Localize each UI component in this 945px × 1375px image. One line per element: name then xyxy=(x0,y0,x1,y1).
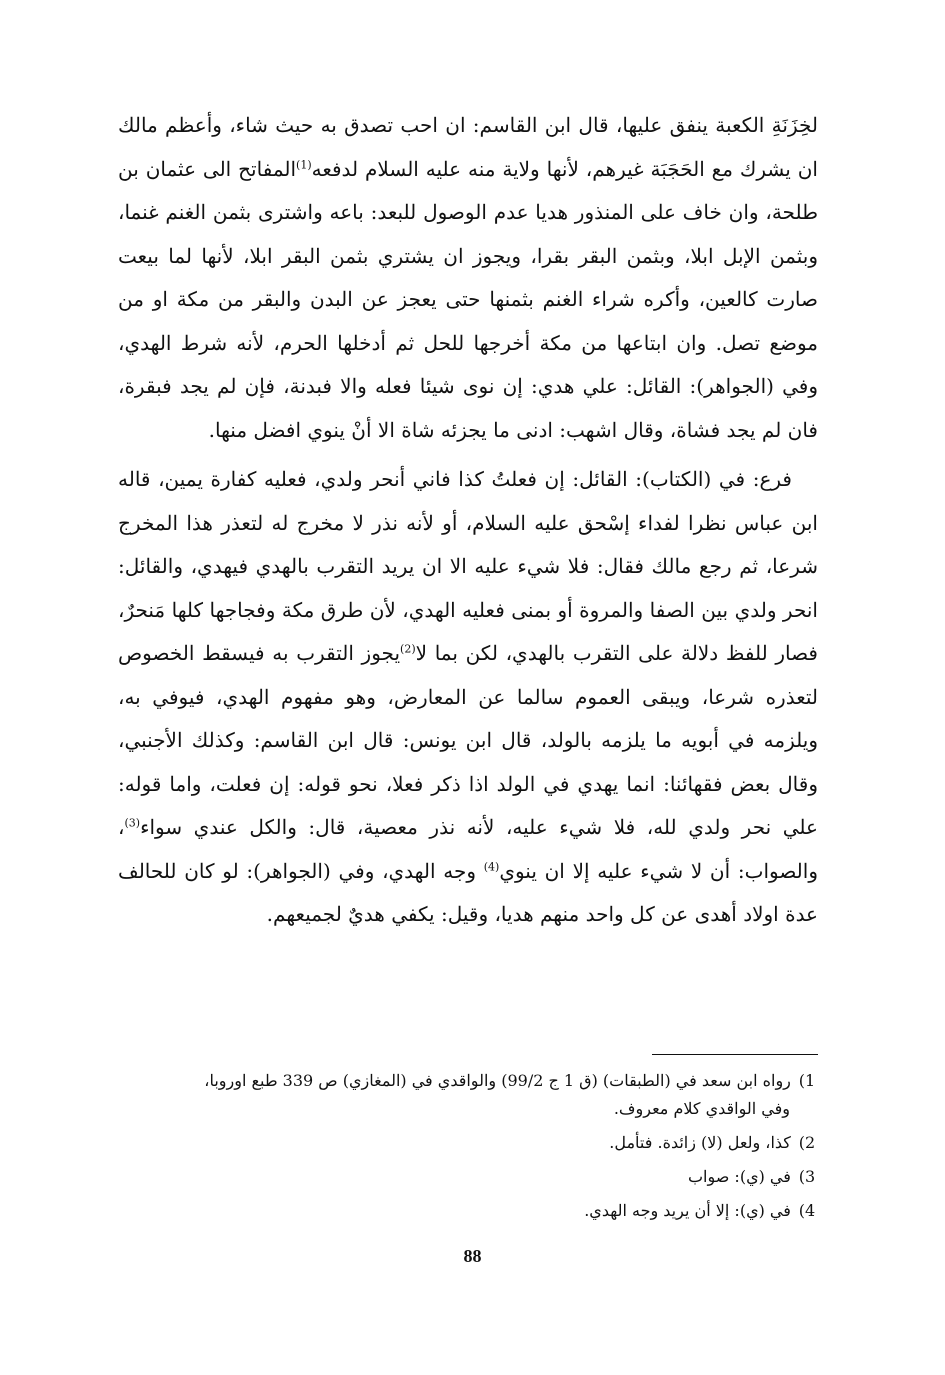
footnote-ref-3: (3) xyxy=(124,816,141,830)
footnote-text: في (ي): إلا أن يريد وجه الهدي. xyxy=(584,1201,791,1220)
page-number: 88 xyxy=(463,1246,482,1266)
footnote-text: في (ي): صواب xyxy=(687,1167,791,1186)
text-segment: وجه الهدي، وفي (الجواهر): لو كان للحالف عدة اولاد أهدى عن كل واحد منهم هديا، وقيل: يكفي هديٌ لجميعهم. xyxy=(118,858,818,926)
footnote-number: 2) xyxy=(798,1133,816,1152)
footnote-separator xyxy=(652,1054,818,1055)
main-text xyxy=(118,104,818,937)
footnote-number: 1) xyxy=(798,1071,816,1090)
footnote-number: 3) xyxy=(798,1167,816,1186)
footnote-ref-4: (4) xyxy=(483,859,500,873)
footnotes xyxy=(118,1064,818,1228)
footnote-text: وفي الواقدي كلام معروف. xyxy=(613,1099,790,1118)
text-segment: ، والصواب: أن لا شيء عليه إلا ان ينوي xyxy=(118,815,818,883)
footnote-3 xyxy=(118,1160,818,1194)
text-segment: المفاتح الى عثمان بن طلحة، وان خاف على المنذور هديا عدم الوصول للبعد: باعه واشترى بثمن الغنم غنما، وبثمن الإبل ابلا، وبثمن البقر بقرا، ويجوز ان يشتري بثمن البقر ابلا، لأنها لما بيعت صارت كالعين، وأكره شراء الغنم بثمنها حتى يعجز عن البدن والبقر من مكة او من موضع تصل. وان ابتاعها من مكة أخرجها للحل ثم أدخلها الحرم، لأنه شرط الهدي، وفي (الجواهر): القائل: علي هدي: إن نوى شيئا فعله والا فبدنة، فإن لم يجد فبقرة، فان لم يجد فشاة، وقال اشهب: ادنى ما يجزئه شاة الا أنْ ينوي افضل منها. xyxy=(118,156,818,442)
footnote-ref-1: (1) xyxy=(296,157,312,171)
paragraph-1 xyxy=(118,104,818,452)
footnote-text: رواه ابن سعد في (الطبقات) (ق 1 ج 99/2) والواقدي في (المغازي) ص 339 طبع اوروبا، xyxy=(204,1071,791,1090)
footnote-text: كذا، ولعل (لا) زائدة. فتأمل. xyxy=(609,1133,791,1152)
text-segment: فرع: في (الكتاب): القائل: إن فعلتُ كذا فاني أنحر ولدي، فعليه كفارة يمين، قاله ابن عباس نظرا لفداء إسْحق عليه السلام، أو لأنه نذر لا مخرج له لتعذر هذا المخرج شرعا، ثم رجع مالك فقال: فلا شيء عليه الا ان يريد التقرب بالهدي فيهدي، والقائل: انحر ولدي بين الصفا والمروة أو بمنى فعليه الهدي، لأن طرق مكة وفجاجها كلها مَنحرٌ، فصار للفظ دلالة على التقرب بالهدي، لكن بما لا xyxy=(118,467,818,665)
footnote-ref-2: (2) xyxy=(400,642,416,656)
footnote-number: 4) xyxy=(798,1201,816,1220)
paragraph-2 xyxy=(118,458,818,937)
footnote-4 xyxy=(118,1194,818,1228)
text-segment: يجوز التقرب به فيسقط الخصوص لتعذره شرعا، ويبقى العموم سالما عن المعارض، وهو مفهوم الهدي، فيوفي به، ويلزمه في أبويه ما يلزمه بالولد، قال ابن يونس: قال ابن القاسم: وكذلك الأجنبي، وقال بعض فقهائنا: انما يهدي في الولد اذا ذكر فعلا، نحو قوله: إن فعلت، واما قوله: علي نحر ولدي لله، فلا شيء عليه، لأنه نذر معصية، قال: والكل عندي سواء xyxy=(118,641,818,839)
text-segment: لخِزَنَةِ الكعبة ينفق عليها، قال ابن القاسم: ان احب تصدق به حيث شاء، وأعظم مالك ان يشرك مع الحَجَبَة غيرهم، لأنها ولاية منه عليه السلام لدفعه xyxy=(118,113,818,181)
footnote-2 xyxy=(118,1126,818,1160)
